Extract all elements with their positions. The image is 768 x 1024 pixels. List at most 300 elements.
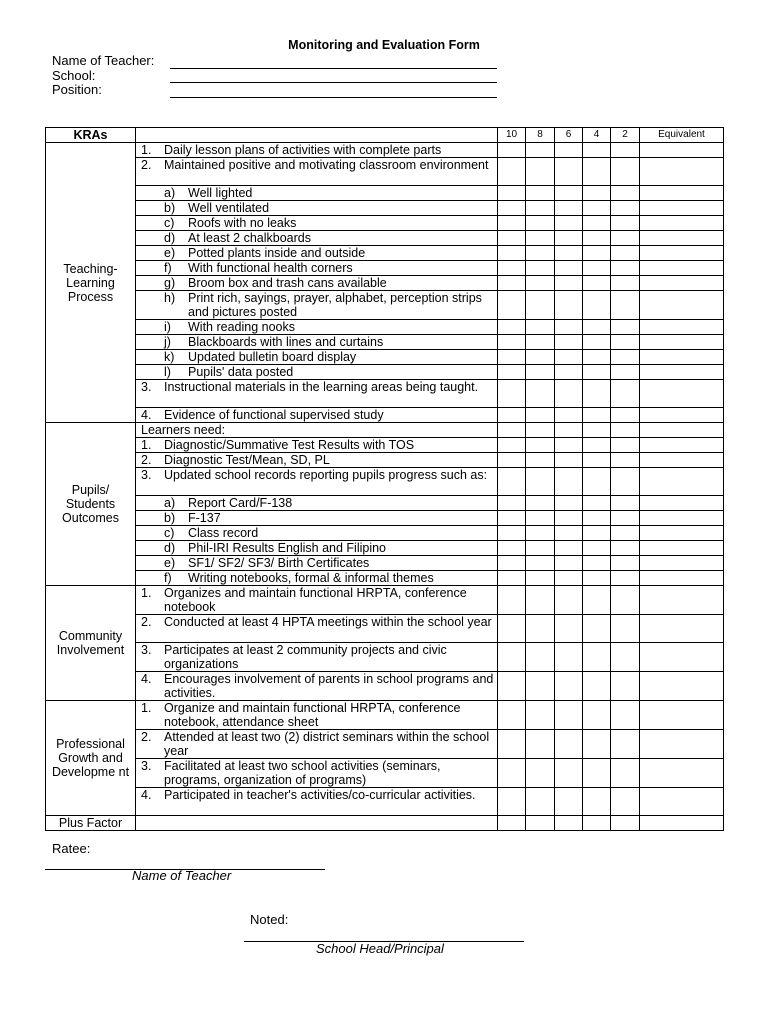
score-cell[interactable] <box>498 261 526 276</box>
score-cell[interactable] <box>498 643 526 672</box>
criterion-text: Evidence of functional supervised study <box>164 408 384 422</box>
score-cell[interactable] <box>498 186 526 201</box>
score-cell[interactable] <box>611 759 640 788</box>
score-cell[interactable] <box>611 335 640 350</box>
criterion-number: 1. <box>141 701 152 715</box>
score-cell[interactable] <box>611 408 640 423</box>
score-cell[interactable] <box>583 276 611 291</box>
score-cell[interactable] <box>555 216 583 231</box>
score-cell[interactable] <box>498 408 526 423</box>
score-cell[interactable] <box>498 246 526 261</box>
score-cell[interactable] <box>611 816 640 831</box>
table-row <box>46 350 724 365</box>
score-cell[interactable] <box>555 615 583 643</box>
equivalent-cell[interactable] <box>640 453 724 468</box>
table-row <box>46 541 724 556</box>
equivalent-cell[interactable] <box>640 788 724 816</box>
noted-label: Noted: <box>250 912 289 927</box>
criterion-text: Daily lesson plans of activities with complete parts <box>164 143 442 157</box>
score-cell[interactable] <box>583 816 611 831</box>
criterion-text: Pupils' data posted <box>188 365 294 379</box>
equivalent-cell[interactable] <box>640 143 724 158</box>
score-cell[interactable] <box>555 350 583 365</box>
score-cell[interactable] <box>583 158 611 186</box>
table-row <box>46 186 724 201</box>
score-cell[interactable] <box>526 335 555 350</box>
criterion-item <box>136 586 498 615</box>
score-cell[interactable] <box>498 276 526 291</box>
score-cell[interactable] <box>526 231 555 246</box>
score-cell[interactable] <box>555 643 583 672</box>
score-cell[interactable] <box>611 261 640 276</box>
criterion-content <box>141 672 497 700</box>
equivalent-cell[interactable] <box>640 643 724 672</box>
score-cell[interactable] <box>526 438 555 453</box>
score-cell[interactable] <box>555 158 583 186</box>
kra-label: Community Involvement <box>46 586 136 701</box>
criterion-content <box>141 186 497 200</box>
criterion-number: e) <box>164 556 176 570</box>
score-cell[interactable] <box>611 350 640 365</box>
score-cell[interactable] <box>611 201 640 216</box>
equivalent-cell[interactable] <box>640 511 724 526</box>
criterion-item <box>136 365 498 380</box>
equivalent-cell[interactable] <box>640 246 724 261</box>
criterion-number: c) <box>164 216 175 230</box>
criterion-number: d) <box>164 231 176 245</box>
criterion-item <box>136 380 498 408</box>
score-cell[interactable] <box>583 759 611 788</box>
score-cell[interactable] <box>555 788 583 816</box>
score-cell[interactable] <box>611 615 640 643</box>
score-cell[interactable] <box>526 571 555 586</box>
score-cell[interactable] <box>526 423 555 438</box>
criterion-content <box>141 511 497 525</box>
ratee-caption: Name of Teacher <box>132 868 232 883</box>
score-cell[interactable] <box>526 365 555 380</box>
score-cell[interactable] <box>611 423 640 438</box>
criterion-text: Writing notebooks, formal & informal themes <box>188 571 434 585</box>
equivalent-cell[interactable] <box>640 571 724 586</box>
criterion-text: Updated school records reporting pupils progress such as: <box>164 468 488 482</box>
score-cell[interactable] <box>583 216 611 231</box>
score-cell[interactable] <box>498 216 526 231</box>
score-cell[interactable] <box>498 511 526 526</box>
score-cell[interactable] <box>526 541 555 556</box>
score-cell[interactable] <box>526 216 555 231</box>
equivalent-cell[interactable] <box>640 730 724 759</box>
score-cell[interactable] <box>611 143 640 158</box>
criterion-text: Diagnostic/Summative Test Results with TOS <box>164 438 415 452</box>
score-cell[interactable] <box>498 423 526 438</box>
score-cell[interactable] <box>611 643 640 672</box>
equivalent-cell[interactable] <box>640 276 724 291</box>
score-cell[interactable] <box>611 556 640 571</box>
score-cell[interactable] <box>555 672 583 701</box>
kra-label: Professional Growth and Developme nt <box>46 701 136 816</box>
criterion-number: b) <box>164 201 176 215</box>
criterion-item <box>136 541 498 556</box>
criterion-number: i) <box>164 320 171 334</box>
score-cell[interactable] <box>611 158 640 186</box>
criterion-item <box>136 453 498 468</box>
score-cell[interactable] <box>498 701 526 730</box>
score-cell[interactable] <box>526 468 555 496</box>
score-cell[interactable] <box>611 438 640 453</box>
equivalent-cell[interactable] <box>640 320 724 335</box>
score-cell[interactable] <box>498 438 526 453</box>
criterion-text: Facilitated at least two school activities (seminars, programs, organization of programs) <box>164 759 441 787</box>
score-cell[interactable] <box>498 496 526 511</box>
kras-header: KRAs <box>46 128 136 143</box>
equivalent-header: Equivalent <box>640 128 724 143</box>
name-of-teacher-line[interactable] <box>170 68 497 69</box>
score-cell[interactable] <box>526 556 555 571</box>
equivalent-cell[interactable] <box>640 541 724 556</box>
score-cell[interactable] <box>526 276 555 291</box>
score-cell[interactable] <box>583 615 611 643</box>
score-cell[interactable] <box>583 586 611 615</box>
criterion-item <box>136 186 498 201</box>
score-cell[interactable] <box>555 571 583 586</box>
score-cell[interactable] <box>611 291 640 320</box>
score-cell[interactable] <box>498 615 526 643</box>
score-cell[interactable] <box>555 246 583 261</box>
equivalent-cell[interactable] <box>640 586 724 615</box>
score-cell[interactable] <box>555 759 583 788</box>
score-cell[interactable] <box>555 291 583 320</box>
score-cell[interactable] <box>583 201 611 216</box>
score-cell[interactable] <box>498 350 526 365</box>
score-cell[interactable] <box>498 143 526 158</box>
score-cell[interactable] <box>555 541 583 556</box>
score-cell[interactable] <box>611 216 640 231</box>
score-cell[interactable] <box>583 526 611 541</box>
equivalent-cell[interactable] <box>640 556 724 571</box>
score-cell[interactable] <box>583 143 611 158</box>
score-cell[interactable] <box>526 246 555 261</box>
equivalent-cell[interactable] <box>640 468 724 496</box>
table-row <box>46 672 724 701</box>
equivalent-cell[interactable] <box>640 335 724 350</box>
score-cell[interactable] <box>526 408 555 423</box>
table-row <box>46 320 724 335</box>
score-cell[interactable] <box>555 556 583 571</box>
equivalent-cell[interactable] <box>640 701 724 730</box>
score-cell[interactable] <box>526 672 555 701</box>
criterion-number: 3. <box>141 468 152 482</box>
equivalent-cell[interactable] <box>640 158 724 186</box>
score-cell[interactable] <box>611 511 640 526</box>
score-cell[interactable] <box>555 276 583 291</box>
equivalent-cell[interactable] <box>640 380 724 408</box>
criterion-content <box>141 541 497 555</box>
score-cell[interactable] <box>526 643 555 672</box>
score-cell[interactable] <box>611 468 640 496</box>
table-row <box>46 231 724 246</box>
items-header <box>136 128 498 143</box>
score-cell[interactable] <box>526 143 555 158</box>
score-cell[interactable] <box>611 276 640 291</box>
criterion-text: With reading nooks <box>188 320 296 334</box>
score-cell[interactable] <box>526 759 555 788</box>
score-cell[interactable] <box>583 453 611 468</box>
score-cell[interactable] <box>498 556 526 571</box>
criterion-item <box>136 496 498 511</box>
score-cell[interactable] <box>611 246 640 261</box>
score-cell[interactable] <box>583 423 611 438</box>
criterion-number: e) <box>164 246 176 260</box>
score-cell[interactable] <box>526 496 555 511</box>
score-cell[interactable] <box>498 453 526 468</box>
criterion-text: Organize and maintain functional HRPTA, conference notebook, attendance sheet <box>164 701 461 729</box>
equivalent-cell[interactable] <box>640 526 724 541</box>
criterion-content <box>141 201 497 215</box>
score-cell[interactable] <box>583 541 611 556</box>
score-cell[interactable] <box>555 423 583 438</box>
score-cell[interactable] <box>583 788 611 816</box>
school-line[interactable] <box>170 82 497 83</box>
equivalent-cell[interactable] <box>640 423 724 438</box>
score-cell[interactable] <box>583 231 611 246</box>
criterion-content <box>141 701 497 729</box>
criterion-text: SF1/ SF2/ SF3/ Birth Certificates <box>188 556 370 570</box>
score-cell[interactable] <box>498 201 526 216</box>
table-row <box>46 496 724 511</box>
score-cell[interactable] <box>555 261 583 276</box>
score-cell[interactable] <box>526 816 555 831</box>
score-cell[interactable] <box>498 231 526 246</box>
score-cell[interactable] <box>555 816 583 831</box>
score-cell[interactable] <box>498 672 526 701</box>
score-cell[interactable] <box>583 408 611 423</box>
score-cell[interactable] <box>526 526 555 541</box>
equivalent-cell[interactable] <box>640 186 724 201</box>
score-cell[interactable] <box>555 586 583 615</box>
score-header-8: 8 <box>526 128 555 143</box>
score-cell[interactable] <box>583 186 611 201</box>
score-cell[interactable] <box>526 320 555 335</box>
score-cell[interactable] <box>526 730 555 759</box>
score-cell[interactable] <box>555 201 583 216</box>
table-row <box>46 276 724 291</box>
score-cell[interactable] <box>583 350 611 365</box>
score-cell[interactable] <box>611 365 640 380</box>
score-cell[interactable] <box>555 231 583 246</box>
score-cell[interactable] <box>583 571 611 586</box>
criterion-number: 4. <box>141 788 152 802</box>
score-cell[interactable] <box>611 380 640 408</box>
score-cell[interactable] <box>583 556 611 571</box>
kra-label: Pupils/ Students Outcomes <box>46 423 136 586</box>
score-cell[interactable] <box>498 291 526 320</box>
criterion-number: 4. <box>141 672 152 686</box>
score-cell[interactable] <box>583 246 611 261</box>
score-cell[interactable] <box>498 526 526 541</box>
score-cell[interactable] <box>611 526 640 541</box>
score-cell[interactable] <box>583 730 611 759</box>
score-cell[interactable] <box>583 261 611 276</box>
criterion-item <box>136 291 498 320</box>
score-cell[interactable] <box>526 380 555 408</box>
score-cell[interactable] <box>583 468 611 496</box>
equivalent-cell[interactable] <box>640 672 724 701</box>
score-cell[interactable] <box>611 231 640 246</box>
equivalent-cell[interactable] <box>640 261 724 276</box>
equivalent-cell[interactable] <box>640 759 724 788</box>
score-cell[interactable] <box>583 496 611 511</box>
criterion-item <box>136 788 498 816</box>
equivalent-cell[interactable] <box>640 496 724 511</box>
score-cell[interactable] <box>555 730 583 759</box>
ratee-label: Ratee: <box>52 841 91 856</box>
score-cell[interactable] <box>611 788 640 816</box>
criterion-item <box>136 276 498 291</box>
score-cell[interactable] <box>611 320 640 335</box>
criterion-number: g) <box>164 276 176 290</box>
equivalent-cell[interactable] <box>640 201 724 216</box>
score-cell[interactable] <box>583 291 611 320</box>
score-cell[interactable] <box>498 759 526 788</box>
score-cell[interactable] <box>498 816 526 831</box>
score-cell[interactable] <box>526 291 555 320</box>
criterion-text: Encourages involvement of parents in school programs and activities. <box>164 672 494 700</box>
criterion-number: 1. <box>141 586 152 600</box>
score-cell[interactable] <box>555 143 583 158</box>
equivalent-cell[interactable] <box>640 816 724 831</box>
table-row <box>46 788 724 816</box>
score-cell[interactable] <box>498 541 526 556</box>
score-cell[interactable] <box>555 408 583 423</box>
school-label: School: <box>52 68 96 83</box>
score-cell[interactable] <box>498 335 526 350</box>
table-row <box>46 380 724 408</box>
equivalent-cell[interactable] <box>640 291 724 320</box>
score-cell[interactable] <box>555 335 583 350</box>
equivalent-cell[interactable] <box>640 408 724 423</box>
score-cell[interactable] <box>611 730 640 759</box>
criterion-number: 4. <box>141 408 152 422</box>
score-cell[interactable] <box>555 438 583 453</box>
score-cell[interactable] <box>526 350 555 365</box>
score-cell[interactable] <box>583 511 611 526</box>
criterion-number: a) <box>164 186 176 200</box>
position-label: Position: <box>52 82 102 97</box>
score-cell[interactable] <box>526 261 555 276</box>
score-cell[interactable] <box>555 365 583 380</box>
criterion-number: a) <box>164 496 176 510</box>
score-cell[interactable] <box>583 380 611 408</box>
score-cell[interactable] <box>583 701 611 730</box>
score-cell[interactable] <box>555 496 583 511</box>
score-cell[interactable] <box>498 586 526 615</box>
score-cell[interactable] <box>583 672 611 701</box>
score-cell[interactable] <box>583 438 611 453</box>
position-line[interactable] <box>170 97 497 98</box>
score-cell[interactable] <box>611 496 640 511</box>
form-title: Monitoring and Evaluation Form <box>288 38 480 52</box>
evaluation-table <box>45 127 724 831</box>
header-row <box>46 128 724 143</box>
score-cell[interactable] <box>611 453 640 468</box>
score-cell[interactable] <box>526 453 555 468</box>
score-cell[interactable] <box>611 186 640 201</box>
score-cell[interactable] <box>526 201 555 216</box>
table-row <box>46 643 724 672</box>
score-cell[interactable] <box>555 453 583 468</box>
equivalent-cell[interactable] <box>640 365 724 380</box>
criterion-content <box>141 158 497 172</box>
section-intro-row <box>46 423 724 438</box>
score-cell[interactable] <box>526 615 555 643</box>
equivalent-cell[interactable] <box>640 350 724 365</box>
score-cell[interactable] <box>611 541 640 556</box>
criterion-item <box>136 231 498 246</box>
equivalent-cell[interactable] <box>640 615 724 643</box>
score-cell[interactable] <box>498 365 526 380</box>
criterion-number: f) <box>164 261 172 275</box>
criterion-content <box>141 615 497 629</box>
score-cell[interactable] <box>526 788 555 816</box>
score-cell[interactable] <box>583 335 611 350</box>
table-row <box>46 438 724 453</box>
score-cell[interactable] <box>498 571 526 586</box>
criterion-text: Participated in teacher's activities/co-curricular activities. <box>164 788 476 802</box>
score-cell[interactable] <box>526 158 555 186</box>
score-cell[interactable] <box>555 380 583 408</box>
criterion-item <box>136 201 498 216</box>
criterion-number: b) <box>164 511 176 525</box>
criterion-item <box>136 261 498 276</box>
score-cell[interactable] <box>498 158 526 186</box>
table-row <box>46 556 724 571</box>
equivalent-cell[interactable] <box>640 438 724 453</box>
score-cell[interactable] <box>498 730 526 759</box>
score-cell[interactable] <box>498 788 526 816</box>
score-cell[interactable] <box>555 186 583 201</box>
score-cell[interactable] <box>611 571 640 586</box>
score-cell[interactable] <box>555 526 583 541</box>
score-cell[interactable] <box>498 468 526 496</box>
score-cell[interactable] <box>526 186 555 201</box>
score-cell[interactable] <box>611 701 640 730</box>
score-cell[interactable] <box>555 511 583 526</box>
equivalent-cell[interactable] <box>640 216 724 231</box>
score-cell[interactable] <box>555 701 583 730</box>
criterion-content <box>141 291 497 319</box>
score-cell[interactable] <box>526 511 555 526</box>
plus-factor-label: Plus Factor <box>46 816 136 831</box>
criterion-item <box>136 556 498 571</box>
equivalent-cell[interactable] <box>640 231 724 246</box>
score-cell[interactable] <box>611 672 640 701</box>
score-cell[interactable] <box>526 701 555 730</box>
criterion-text: Well ventilated <box>188 201 270 215</box>
score-cell[interactable] <box>583 365 611 380</box>
criterion-text: Phil-IRI Results English and Filipino <box>188 541 387 555</box>
score-cell[interactable] <box>498 380 526 408</box>
score-cell[interactable] <box>555 468 583 496</box>
score-cell[interactable] <box>583 643 611 672</box>
criterion-text: Roofs with no leaks <box>188 216 297 230</box>
score-cell[interactable] <box>583 320 611 335</box>
score-cell[interactable] <box>555 320 583 335</box>
plus-factor-row <box>46 816 724 831</box>
score-cell[interactable] <box>611 586 640 615</box>
score-cell[interactable] <box>498 320 526 335</box>
criterion-number: l) <box>164 365 171 379</box>
score-cell[interactable] <box>526 586 555 615</box>
